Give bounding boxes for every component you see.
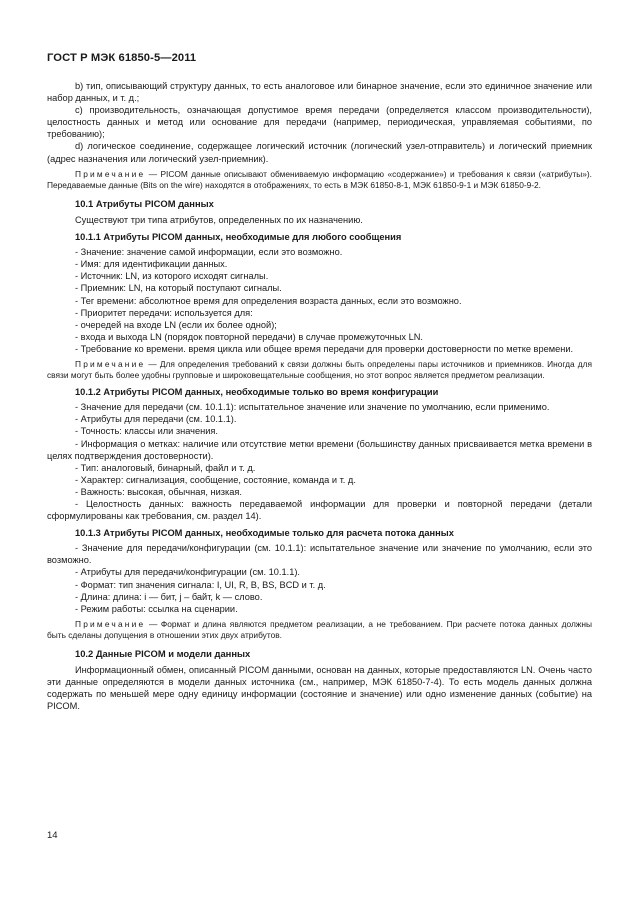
list-item: - Длина: длина: i — бит, j – байт, k — слово. xyxy=(75,591,263,602)
list-item: - Требование ко времени. время цикла или общее время передачи для проверки достоверности по метке времени. xyxy=(75,343,574,354)
section-10-1-intro: Существуют три типа атрибутов, определенных по их назначению. xyxy=(75,214,363,225)
document-header: ГОСТ Р МЭК 61850-5—2011 xyxy=(47,52,197,64)
note-3 xyxy=(47,619,592,641)
note-label: Примечание xyxy=(75,358,146,369)
document-body xyxy=(47,80,592,713)
list-item: - Тип: аналоговый, бинарный, файл и т. д. xyxy=(75,462,256,473)
list-item: - Важность: высокая, обычная, низкая. xyxy=(75,486,243,497)
paragraph-d: d) логическое соединение, содержащее логический источник (логический узел-отправитель) и логический приемник (адрес назначения или логический узел-приемник). xyxy=(47,141,592,164)
list-item: - Источник: LN, из которого исходят сигналы. xyxy=(75,271,269,282)
note-label: Примечание xyxy=(75,618,146,629)
list-item: - очередей на входе LN (если их более одной); xyxy=(75,319,277,330)
list-item: - Значение: значение самой информации, если это возможно. xyxy=(75,247,343,258)
list-item: - Приоритет передачи: используется для: xyxy=(75,307,253,318)
paragraph-b: b) тип, описывающий структуру данных, то есть аналоговое или бинарное значение, если это единичное значение или набор данных, и т. д.; xyxy=(47,81,592,104)
list-item: - Значение для передачи/конфигурации (см. 10.1.1): испытательное значение или значение по умолчанию, если это возможно. xyxy=(47,543,592,566)
section-10-1-title: 10.1 Атрибуты PICOM данных xyxy=(75,197,214,209)
section-10-1-3-title: 10.1.3 Атрибуты PICOM данных, необходимые только для расчета потока данных xyxy=(75,528,454,539)
list-item: - Целостность данных: важность передаваемой информации для проверки и повторной передачи (детали сформулированы как требования, см. раздел 14). xyxy=(47,499,592,522)
list-item: - Тег времени: абсолютное время для определения возраста данных, если это возможно. xyxy=(75,295,462,306)
note-1 xyxy=(47,169,592,191)
section-10-2-title: 10.2 Данные PICOM и модели данных xyxy=(75,648,251,660)
list-item: - Имя: для идентификации данных. xyxy=(75,259,228,270)
list-item: - Режим работы: ссылка на сценарии. xyxy=(75,603,238,614)
note-text: — PICOM данные описывают обмениваемую информацию «содержание») и требования к связи («атрибуты»). Передаваемые данные (Bits on the wire) находятся в отображениях, то есть в МЭК 61850-8-1, МЭК 61850-9-1 и МЭК 61850-9-2. xyxy=(47,168,592,190)
section-10-1-1-title: 10.1.1 Атрибуты PICOM данных, необходимые для любого сообщения xyxy=(75,232,402,243)
page-number: 14 xyxy=(47,830,58,841)
list-item: - входа и выхода LN (порядок повторной передачи) в случае промежуточных LN. xyxy=(75,331,423,342)
list-item: - Приемник: LN, на который поступают сигналы. xyxy=(75,283,282,294)
section-10-1-2-title: 10.1.2 Атрибуты PICOM данных, необходимые только во время конфигурации xyxy=(75,387,439,398)
list-item: - Формат: тип значения сигнала: I, UI, R, B, BS, BCD и т. д. xyxy=(75,579,326,590)
section-10-2-text: Информационный обмен, описанный PICOM данными, основан на данных, которые предоставляются LN. Очень часто эти данные определяются в модели данных источника (см., например, МЭК 61850-7-4). То есть модель данных должна содержать по меньшей мере одну единицу информации (состояние и значение) или одно изменение данных (событие) на PICOM. xyxy=(47,665,592,712)
list-item: - Информация о метках: наличие или отсутствие метки времени (большинству данных присваивается метка времени в целях подтверждения достоверности). xyxy=(47,438,592,461)
paragraph-c: c) производительность, означающая допустимое время передачи (определяется классом производительности), целостность данных и метод или основание для передачи (например, периодическая, управляемая событиями, по требованию); xyxy=(47,105,592,140)
list-item: - Точность: классы или значения. xyxy=(75,426,218,437)
list-item: - Характер: сигнализация, сообщение, состояние, команда и т. д. xyxy=(75,474,356,485)
note-text: — Формат и длина являются предметом реализации, а не требованием. При расчете потока данных должны быть сделаны допущения в отношении этих двух атрибутов. xyxy=(47,618,592,640)
list-item: - Атрибуты для передачи (см. 10.1.1). xyxy=(75,414,237,425)
note-2 xyxy=(47,359,592,381)
note-label: Примечание xyxy=(75,168,146,179)
list-item: - Значение для передачи (см. 10.1.1): испытательное значение или значение по умолчанию, если применимо. xyxy=(75,402,550,413)
note-text: — Для определения требований к связи должны быть определены пары источников и приемников. Иногда для связи могут быть более удобны групповые и широковещательные сообщения, но этот вопрос является предметом реализации. xyxy=(47,358,592,381)
list-item: - Атрибуты для передачи/конфигурации (см. 10.1.1). xyxy=(75,567,300,578)
